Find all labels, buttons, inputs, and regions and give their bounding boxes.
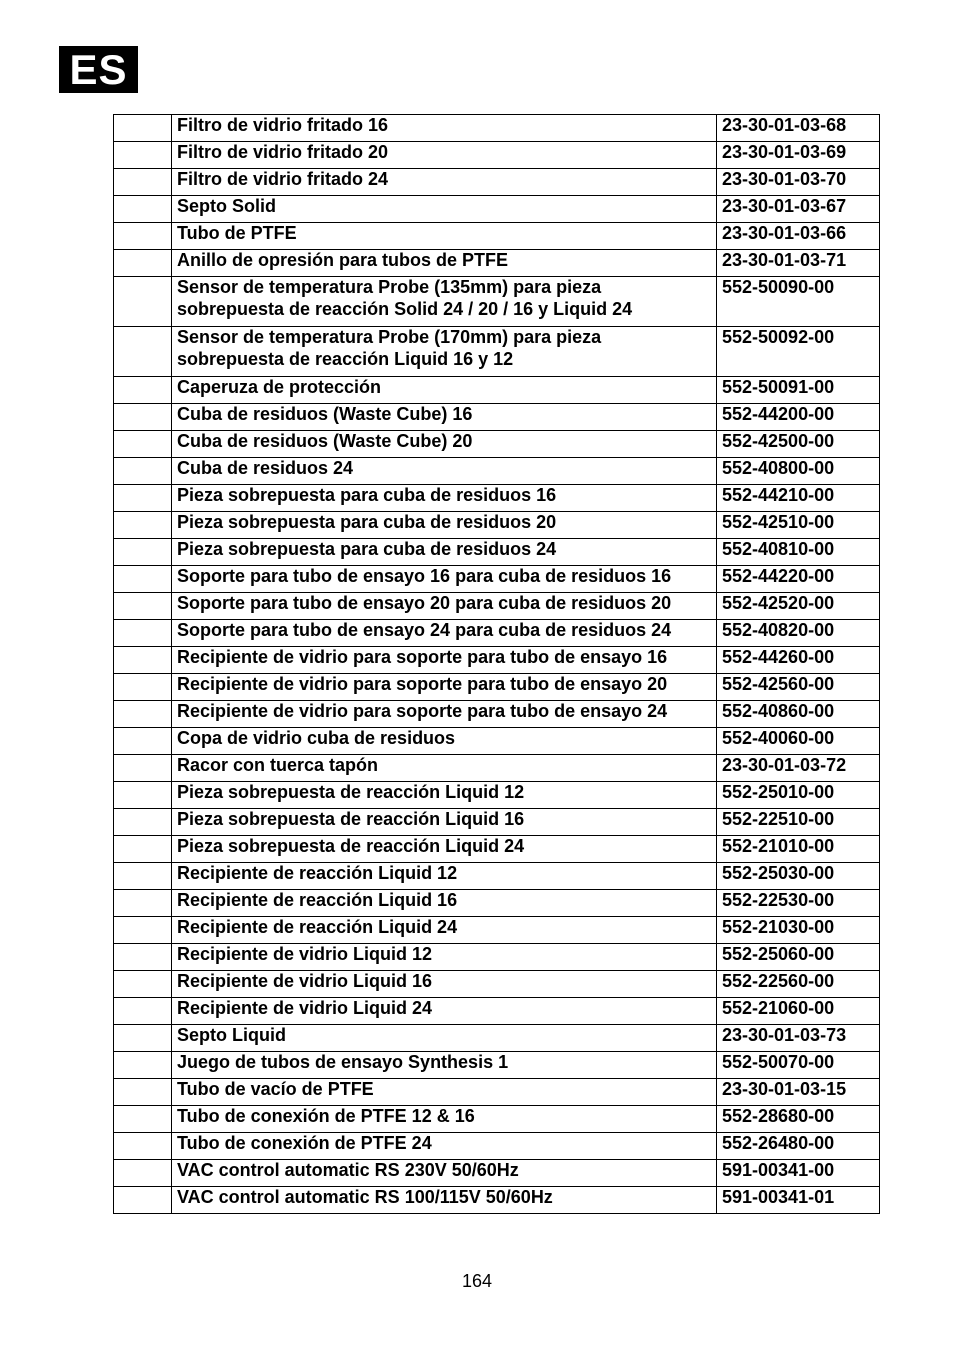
part-description: Sensor de temperatura Probe (135mm) para pieza sobrepuesta de reacción Solid 24 / 20 / 16 y Liquid 24 [172, 277, 717, 327]
part-code: 552-44210-00 [717, 485, 880, 512]
table-row [114, 223, 880, 250]
table-row [114, 1187, 880, 1214]
table-row [114, 250, 880, 277]
blank-cell [114, 701, 172, 728]
blank-cell [114, 728, 172, 755]
part-description: Tubo de PTFE [172, 223, 717, 250]
part-code: 552-26480-00 [717, 1133, 880, 1160]
part-code: 552-22530-00 [717, 890, 880, 917]
part-description: Recipiente de vidrio para soporte para tubo de ensayo 20 [172, 674, 717, 701]
blank-cell [114, 782, 172, 809]
part-code: 552-40810-00 [717, 539, 880, 566]
blank-cell [114, 377, 172, 404]
table-row [114, 674, 880, 701]
table-row [114, 890, 880, 917]
blank-cell [114, 485, 172, 512]
part-description: Pieza sobrepuesta para cuba de residuos 24 [172, 539, 717, 566]
blank-cell [114, 755, 172, 782]
table-row [114, 863, 880, 890]
part-description: Recipiente de vidrio para soporte para tubo de ensayo 16 [172, 647, 717, 674]
part-code: 23-30-01-03-66 [717, 223, 880, 250]
part-code: 552-28680-00 [717, 1106, 880, 1133]
blank-cell [114, 169, 172, 196]
part-description: Cuba de residuos 24 [172, 458, 717, 485]
part-code: 552-50092-00 [717, 327, 880, 377]
part-description: Recipiente de vidrio para soporte para tubo de ensayo 24 [172, 701, 717, 728]
table-row [114, 917, 880, 944]
table-row [114, 458, 880, 485]
blank-cell [114, 971, 172, 998]
table-row [114, 1052, 880, 1079]
blank-cell [114, 674, 172, 701]
part-code: 552-42500-00 [717, 431, 880, 458]
blank-cell [114, 863, 172, 890]
part-description: Pieza sobrepuesta de reacción Liquid 16 [172, 809, 717, 836]
table-row [114, 566, 880, 593]
part-description: Tubo de conexión de PTFE 12 & 16 [172, 1106, 717, 1133]
part-description: Filtro de vidrio fritado 20 [172, 142, 717, 169]
blank-cell [114, 1052, 172, 1079]
blank-cell [114, 277, 172, 327]
blank-cell [114, 250, 172, 277]
table-row [114, 485, 880, 512]
table-row [114, 998, 880, 1025]
blank-cell [114, 917, 172, 944]
blank-cell [114, 142, 172, 169]
table-row [114, 277, 880, 327]
table-row [114, 377, 880, 404]
part-code: 552-25060-00 [717, 944, 880, 971]
blank-cell [114, 458, 172, 485]
blank-cell [114, 512, 172, 539]
table-row [114, 115, 880, 142]
part-description: Recipiente de reacción Liquid 12 [172, 863, 717, 890]
table-row [114, 431, 880, 458]
part-description: Recipiente de vidrio Liquid 24 [172, 998, 717, 1025]
language-badge: ES [59, 46, 138, 93]
table-row [114, 327, 880, 377]
part-description: VAC control automatic RS 230V 50/60Hz [172, 1160, 717, 1187]
part-code: 23-30-01-03-72 [717, 755, 880, 782]
table-row [114, 728, 880, 755]
blank-cell [114, 566, 172, 593]
part-description: Pieza sobrepuesta para cuba de residuos 16 [172, 485, 717, 512]
parts-table-body [114, 115, 880, 1214]
part-code: 552-50091-00 [717, 377, 880, 404]
part-description: Pieza sobrepuesta de reacción Liquid 12 [172, 782, 717, 809]
table-row [114, 971, 880, 998]
part-description: Soporte para tubo de ensayo 16 para cuba de residuos 16 [172, 566, 717, 593]
blank-cell [114, 223, 172, 250]
blank-cell [114, 539, 172, 566]
part-description: Caperuza de protección [172, 377, 717, 404]
blank-cell [114, 196, 172, 223]
table-row [114, 1025, 880, 1052]
blank-cell [114, 1025, 172, 1052]
part-description: Tubo de vacío de PTFE [172, 1079, 717, 1106]
part-description: VAC control automatic RS 100/115V 50/60Hz [172, 1187, 717, 1214]
part-code: 552-50070-00 [717, 1052, 880, 1079]
parts-table [113, 114, 880, 1214]
part-code: 552-40820-00 [717, 620, 880, 647]
part-code: 552-22510-00 [717, 809, 880, 836]
blank-cell [114, 890, 172, 917]
blank-cell [114, 1079, 172, 1106]
table-row [114, 196, 880, 223]
part-code: 552-22560-00 [717, 971, 880, 998]
part-description: Sensor de temperatura Probe (170mm) para pieza sobrepuesta de reacción Liquid 16 y 12 [172, 327, 717, 377]
part-code: 552-25030-00 [717, 863, 880, 890]
part-description: Cuba de residuos (Waste Cube) 20 [172, 431, 717, 458]
part-code: 552-25010-00 [717, 782, 880, 809]
part-code: 23-30-01-03-73 [717, 1025, 880, 1052]
table-row [114, 1133, 880, 1160]
blank-cell [114, 1187, 172, 1214]
part-code: 23-30-01-03-70 [717, 169, 880, 196]
part-code: 552-42520-00 [717, 593, 880, 620]
part-description: Racor con tuerca tapón [172, 755, 717, 782]
part-description: Filtro de vidrio fritado 16 [172, 115, 717, 142]
part-code: 23-30-01-03-15 [717, 1079, 880, 1106]
part-description: Recipiente de reacción Liquid 24 [172, 917, 717, 944]
table-row [114, 620, 880, 647]
table-row [114, 755, 880, 782]
table-row [114, 593, 880, 620]
part-description: Pieza sobrepuesta de reacción Liquid 24 [172, 836, 717, 863]
blank-cell [114, 1160, 172, 1187]
part-code: 552-42560-00 [717, 674, 880, 701]
part-code: 591-00341-00 [717, 1160, 880, 1187]
table-row [114, 701, 880, 728]
part-description: Soporte para tubo de ensayo 24 para cuba de residuos 24 [172, 620, 717, 647]
part-code: 23-30-01-03-68 [717, 115, 880, 142]
part-code: 552-21010-00 [717, 836, 880, 863]
blank-cell [114, 327, 172, 377]
part-description: Tubo de conexión de PTFE 24 [172, 1133, 717, 1160]
table-row [114, 512, 880, 539]
part-code: 552-40800-00 [717, 458, 880, 485]
table-row [114, 404, 880, 431]
blank-cell [114, 620, 172, 647]
blank-cell [114, 809, 172, 836]
part-description: Anillo de opresión para tubos de PTFE [172, 250, 717, 277]
page-number: 164 [461, 1271, 493, 1291]
blank-cell [114, 647, 172, 674]
part-description: Septo Liquid [172, 1025, 717, 1052]
part-code: 552-40060-00 [717, 728, 880, 755]
part-description: Pieza sobrepuesta para cuba de residuos 20 [172, 512, 717, 539]
blank-cell [114, 1133, 172, 1160]
blank-cell [114, 836, 172, 863]
part-code: 552-44200-00 [717, 404, 880, 431]
blank-cell [114, 1106, 172, 1133]
part-code: 23-30-01-03-71 [717, 250, 880, 277]
blank-cell [114, 431, 172, 458]
blank-cell [114, 944, 172, 971]
part-code: 552-21030-00 [717, 917, 880, 944]
part-code: 552-40860-00 [717, 701, 880, 728]
table-row [114, 539, 880, 566]
part-description: Cuba de residuos (Waste Cube) 16 [172, 404, 717, 431]
part-description: Soporte para tubo de ensayo 20 para cuba de residuos 20 [172, 593, 717, 620]
table-row [114, 836, 880, 863]
blank-cell [114, 115, 172, 142]
part-description: Filtro de vidrio fritado 24 [172, 169, 717, 196]
table-row [114, 782, 880, 809]
part-code: 552-50090-00 [717, 277, 880, 327]
part-code: 591-00341-01 [717, 1187, 880, 1214]
table-row [114, 1079, 880, 1106]
part-description: Septo Solid [172, 196, 717, 223]
part-description: Recipiente de vidrio Liquid 16 [172, 971, 717, 998]
part-description: Recipiente de vidrio Liquid 12 [172, 944, 717, 971]
table-row [114, 944, 880, 971]
part-description: Recipiente de reacción Liquid 16 [172, 890, 717, 917]
blank-cell [114, 998, 172, 1025]
blank-cell [114, 593, 172, 620]
part-code: 552-44260-00 [717, 647, 880, 674]
part-code: 552-42510-00 [717, 512, 880, 539]
part-code: 552-44220-00 [717, 566, 880, 593]
part-description: Juego de tubos de ensayo Synthesis 1 [172, 1052, 717, 1079]
table-row [114, 647, 880, 674]
part-code: 552-21060-00 [717, 998, 880, 1025]
table-row [114, 1160, 880, 1187]
table-row [114, 1106, 880, 1133]
part-code: 23-30-01-03-67 [717, 196, 880, 223]
table-row [114, 142, 880, 169]
table-row [114, 809, 880, 836]
part-description: Copa de vidrio cuba de residuos [172, 728, 717, 755]
part-code: 23-30-01-03-69 [717, 142, 880, 169]
table-row [114, 169, 880, 196]
blank-cell [114, 404, 172, 431]
